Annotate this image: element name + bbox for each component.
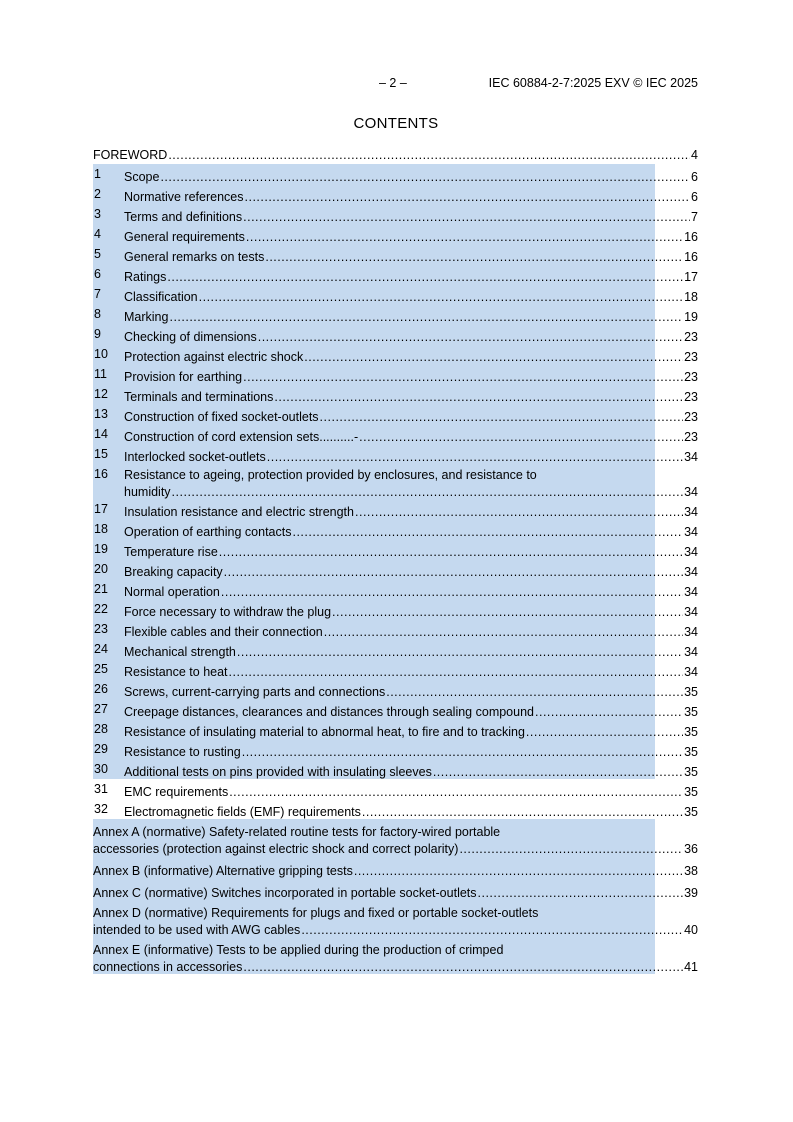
entry-title: Annex C (normative) Switches incorporated in portable socket-outlets [93,886,477,900]
entry-title: Terminals and terminations [124,390,274,404]
page-number: – 2 – [379,76,407,90]
toc-entry[interactable] [93,539,698,559]
entry-title: Protection against electric shock [124,350,304,364]
dot-leader [433,765,683,779]
dot-leader [265,250,683,264]
toc-entry[interactable] [93,579,698,599]
page-ref: 7 [691,210,698,224]
entry-title: Construction of cord extension sets..........- [124,430,359,444]
toc-entry[interactable] [93,404,698,424]
entry-title: General remarks on tests [124,250,265,264]
entry-title: Normative references [124,190,244,204]
entry-title: accessories (protection against electric shock and correct polarity) [93,842,459,856]
clause-number: 21 [94,582,108,596]
toc-entry[interactable] [93,639,698,659]
dot-leader [229,785,683,799]
clause-number: 5 [94,247,101,261]
entry-title: Annex B (informative) Alternative gripping tests [93,864,353,878]
entry-title: Operation of earthing contacts [124,525,292,539]
entry-title: Normal operation [124,585,220,599]
toc-entry[interactable] [93,464,698,499]
toc-entry[interactable] [93,244,698,264]
entry-title: Force necessary to withdraw the plug [124,605,332,619]
page-ref: 23 [684,390,698,404]
toc-entry[interactable] [93,619,698,639]
page-ref: 34 [684,665,698,679]
dot-leader [301,923,683,937]
page-ref: 34 [684,485,698,499]
page-ref: 4 [691,148,698,162]
dot-leader [168,148,690,162]
page-ref: 40 [684,923,698,937]
entry-title: Ratings [124,270,167,284]
clause-number: 23 [94,622,108,636]
dot-leader [354,864,683,878]
clause-number: 31 [94,782,108,796]
page-ref: 6 [691,170,698,184]
toc-entry[interactable] [93,284,698,304]
toc-entry[interactable] [93,719,698,739]
clause-number: 1 [94,167,101,181]
clause-number: 8 [94,307,101,321]
page-ref: 34 [684,625,698,639]
page-ref: 34 [684,505,698,519]
page-ref: 35 [684,745,698,759]
clause-number: 4 [94,227,101,241]
toc-entry[interactable] [93,739,698,759]
entry-title: Provision for earthing [124,370,243,384]
toc-entry[interactable] [93,324,698,344]
entry-title-line1: Annex E (informative) Tests to be applied during the production of crimped [93,943,504,957]
entry-title: Temperature rise [124,545,218,559]
toc-entry[interactable] [93,384,698,404]
entry-title: EMC requirements [124,785,229,799]
entry-title: FOREWORD [93,148,168,162]
clause-number: 11 [94,367,107,381]
page-ref: 34 [684,565,698,579]
toc-entry[interactable] [93,304,698,324]
clause-number: 7 [94,287,101,301]
page-ref: 17 [684,270,698,284]
dot-leader [242,745,683,759]
toc-entry[interactable] [93,519,698,539]
dot-leader [362,805,683,819]
dot-leader [359,430,683,444]
toc-entry[interactable] [93,146,698,162]
toc-entry[interactable] [93,424,698,444]
dot-leader [219,545,683,559]
page-ref: 34 [684,450,698,464]
entry-title: connections in accessories [93,960,243,974]
clause-number: 10 [94,347,108,361]
entry-title: Mechanical strength [124,645,236,659]
clause-number: 24 [94,642,108,656]
toc-entry[interactable] [93,699,698,719]
toc-entry[interactable] [93,264,698,284]
page-ref: 34 [684,585,698,599]
page-ref: 34 [684,645,698,659]
toc-entry[interactable] [93,679,698,699]
dot-leader [386,685,683,699]
toc-entry[interactable] [93,344,698,364]
dot-leader [459,842,683,856]
clause-number: 17 [94,502,108,516]
page-ref: 41 [684,960,698,974]
contents-heading: CONTENTS [353,115,439,132]
clause-number: 3 [94,207,101,221]
dot-leader [160,170,690,184]
page-ref: 23 [684,410,698,424]
toc-entry[interactable] [93,900,698,937]
clause-number: 6 [94,267,101,281]
dot-leader [478,886,684,900]
page-ref: 23 [684,350,698,364]
page-header [94,76,698,92]
entry-title: humidity [124,485,171,499]
page-ref: 39 [684,886,698,900]
dot-leader [243,960,683,974]
page-ref: 23 [684,330,698,344]
dot-leader [243,370,683,384]
page-ref: 16 [684,230,698,244]
toc-entry[interactable] [93,559,698,579]
clause-number: 30 [94,762,108,776]
dot-leader [169,310,683,324]
clause-number: 9 [94,327,101,341]
toc-entry[interactable] [93,224,698,244]
page-ref: 6 [691,190,698,204]
clause-number: 13 [94,407,108,421]
entry-title: Insulation resistance and electric strength [124,505,354,519]
page-ref: 34 [684,545,698,559]
toc-entry[interactable] [93,184,698,204]
clause-number: 29 [94,742,108,756]
dot-leader [246,230,683,244]
dot-leader [243,210,690,224]
entry-title: Construction of fixed socket-outlets [124,410,319,424]
entry-title: Checking of dimensions [124,330,257,344]
entry-title: Terms and definitions [124,210,243,224]
toc-entry[interactable] [93,499,698,519]
toc-entry[interactable] [93,164,698,184]
toc-entry[interactable] [93,759,698,779]
clause-number: 25 [94,662,108,676]
page-ref: 35 [684,805,698,819]
entry-title-line1: Annex A (normative) Safety-related routine tests for factory-wired portable [93,825,501,839]
page-ref: 35 [684,725,698,739]
toc-entry[interactable] [93,779,698,799]
page-ref: 36 [684,842,698,856]
entry-title-line1: Annex D (normative) Requirements for plugs and fixed or portable socket-outlets [93,906,539,920]
dot-leader [229,665,684,679]
clause-number: 28 [94,722,108,736]
entry-title: General requirements [124,230,245,244]
table-of-contents [93,146,698,974]
dot-leader [332,605,683,619]
page-ref: 16 [684,250,698,264]
dot-leader [355,505,683,519]
toc-entry[interactable] [93,878,698,900]
entry-title: Interlocked socket-outlets [124,450,266,464]
toc-entry[interactable] [93,204,698,224]
dot-leader [258,330,683,344]
toc-entry[interactable] [93,856,698,878]
clause-number: 32 [94,802,108,816]
dot-leader [292,525,683,539]
clause-number: 27 [94,702,108,716]
entry-title-line1: Resistance to ageing, protection provided by enclosures, and resistance to [124,468,537,482]
clause-number: 15 [94,447,108,461]
entry-title: Screws, current-carrying parts and connections [124,685,386,699]
toc-entry[interactable] [93,799,698,819]
dot-leader [199,290,683,304]
clause-number: 20 [94,562,108,576]
toc-entry[interactable] [93,599,698,619]
entry-title: Resistance to heat [124,665,228,679]
entry-title: Additional tests on pins provided with insulating sleeves [124,765,432,779]
entry-title: Marking [124,310,169,324]
dot-leader [221,585,683,599]
entry-title: Resistance of insulating material to abnormal heat, to fire and to tracking [124,725,525,739]
page-ref: 35 [684,785,698,799]
page-ref: 35 [684,705,698,719]
dot-leader [267,450,683,464]
clause-number: 12 [94,387,108,401]
clause-number: 18 [94,522,108,536]
page-ref: 34 [684,605,698,619]
page-ref: 35 [684,685,698,699]
dot-leader [304,350,683,364]
clause-number: 19 [94,542,108,556]
dot-leader [320,410,684,424]
page-ref: 34 [684,525,698,539]
page-ref: 18 [684,290,698,304]
page-ref: 23 [684,370,698,384]
page-ref: 19 [684,310,698,324]
dot-leader [167,270,683,284]
toc-entry[interactable] [93,364,698,384]
entry-title: Flexible cables and their connection [124,625,323,639]
dot-leader [274,390,683,404]
clause-number: 2 [94,187,101,201]
dot-leader [224,565,683,579]
toc-entry[interactable] [93,444,698,464]
dot-leader [526,725,683,739]
clause-number: 26 [94,682,108,696]
dot-leader [172,485,684,499]
entry-title: Classification [124,290,198,304]
standard-designation: IEC 60884-2-7:2025 EXV © IEC 2025 [488,76,698,90]
toc-entry[interactable] [93,819,698,856]
dot-leader [535,705,683,719]
entry-title: Breaking capacity [124,565,223,579]
clause-number: 16 [94,467,108,481]
dot-leader [245,190,691,204]
entry-title: Electromagnetic fields (EMF) requirements [124,805,361,819]
clause-number: 22 [94,602,108,616]
entry-title: intended to be used with AWG cables [93,923,301,937]
clause-number: 14 [94,427,108,441]
toc-entry[interactable] [93,659,698,679]
toc-entry[interactable] [93,937,698,974]
page-ref: 23 [684,430,698,444]
entry-title: Scope [124,170,160,184]
dot-leader [324,625,683,639]
page-ref: 38 [684,864,698,878]
entry-title: Creepage distances, clearances and distances through sealing compound [124,705,534,719]
dot-leader [237,645,683,659]
page-ref: 35 [684,765,698,779]
entry-title: Resistance to rusting [124,745,241,759]
